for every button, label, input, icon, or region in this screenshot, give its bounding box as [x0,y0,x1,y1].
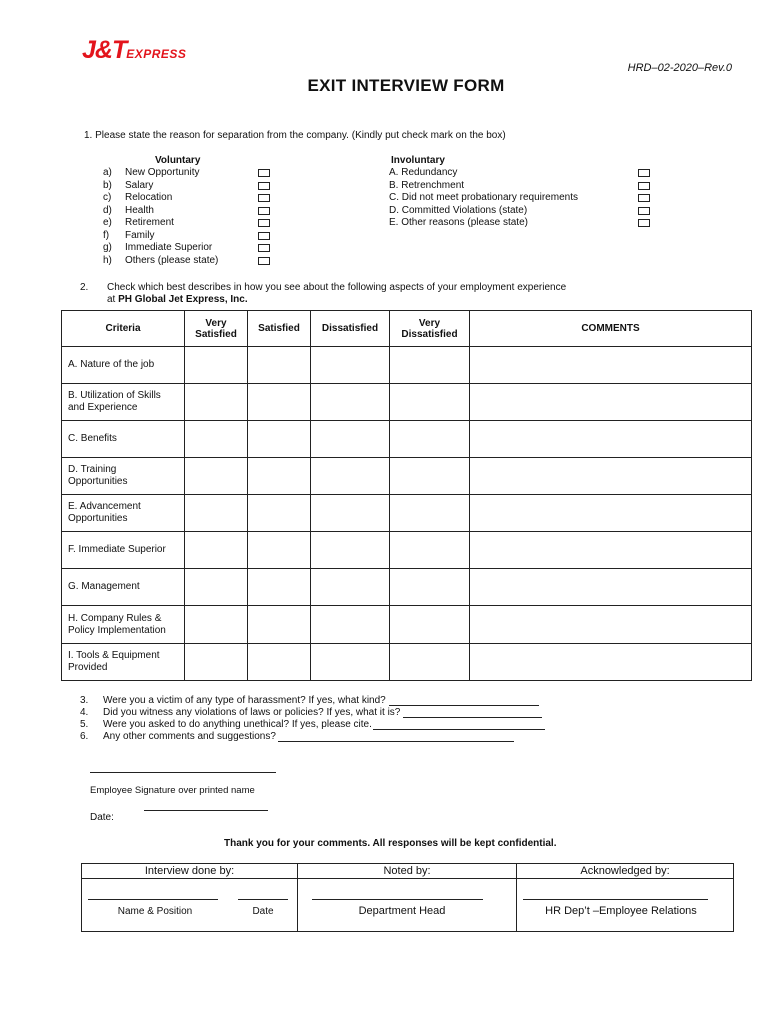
voluntary-marker: h) [103,254,112,266]
department-head-label: Department Head [358,905,446,917]
question-text: Were you a victim of any type of harassment? If yes, what kind? [103,695,386,706]
table-row [62,532,752,569]
interview-date-label: Date [252,906,274,917]
question-item [80,730,580,742]
involuntary-item [389,180,654,193]
voluntary-label: Relocation [125,192,173,203]
question-1-text: 1. Please state the reason for separation from the company. (Kindly put check mark on the box) [84,130,506,141]
header-very-satisfied-line1: Very [205,317,227,329]
rating-cell[interactable] [311,532,390,569]
voluntary-item [103,217,278,230]
rating-cell[interactable] [185,569,248,606]
voluntary-label: Salary [125,179,154,191]
question-item [80,718,580,730]
row-criteria: C. Benefits [62,421,185,458]
question-2-text: Check which best describes in how you see about the following aspects of your employment experience [107,282,567,293]
comment-cell[interactable] [470,606,752,644]
date-label: Date: [90,812,114,823]
interview-done-by-label: Interview done by: [82,864,298,879]
rating-cell[interactable] [311,421,390,458]
header-satisfied: Satisfied [248,311,311,347]
answer-line[interactable] [373,720,545,730]
document-reference: HRD–02-2020–Rev.0 [627,62,732,74]
rating-cell[interactable] [185,421,248,458]
checkbox-immediate-superior[interactable] [258,244,270,252]
comment-cell[interactable] [470,569,752,606]
employee-signature-line[interactable] [90,772,276,773]
rating-cell[interactable] [390,569,470,606]
voluntary-heading: Voluntary [155,155,201,166]
date-line[interactable] [144,810,268,811]
thank-you-note: Thank you for your comments. All responses will be kept confidential. [224,838,557,849]
comment-cell[interactable] [470,458,752,495]
header-very-satisfied [185,311,248,347]
checkbox-retirement[interactable] [258,219,270,227]
approval-signature-row [82,879,734,932]
row-criteria: I. Tools & Equipment Provided [62,644,185,681]
voluntary-item [103,192,278,205]
voluntary-label: Others (please state) [125,254,219,266]
voluntary-item [103,180,278,193]
question-2-at: at [107,294,119,305]
name-position-line[interactable] [88,899,218,900]
voluntary-list [103,167,278,267]
approval-table [81,863,734,932]
header-criteria: Criteria [62,311,185,347]
rating-cell[interactable] [311,347,390,384]
rating-cell[interactable] [390,644,470,681]
table-row [62,384,752,421]
checkbox-other-reasons[interactable] [638,219,650,227]
voluntary-marker: a) [103,167,112,178]
logo-sub-text: EXPRESS [126,47,187,61]
rating-cell[interactable] [390,421,470,458]
involuntary-label: A. Redundancy [389,167,458,178]
involuntary-item [389,205,654,218]
voluntary-label: Health [125,204,154,216]
row-criteria: H. Company Rules & Policy Implementation [62,606,185,644]
rating-cell[interactable] [185,458,248,495]
voluntary-marker: c) [103,192,112,203]
header-dissatisfied: Dissatisfied [311,311,390,347]
answer-line[interactable] [403,708,542,718]
noted-by-label: Noted by: [298,864,517,879]
comment-cell[interactable] [470,347,752,384]
checkbox-salary[interactable] [258,182,270,190]
involuntary-label: B. Retrenchment [389,179,465,191]
checkbox-health[interactable] [258,207,270,215]
involuntary-label: D. Committed Violations (state) [389,204,528,216]
name-position-label: Name & Position [117,906,193,917]
question-text: Any other comments and suggestions? [103,731,276,742]
satisfaction-table [61,310,752,681]
logo-main-text: J&T [82,36,127,64]
row-criteria: F. Immediate Superior [62,532,185,569]
rating-cell[interactable] [311,569,390,606]
voluntary-item [103,242,278,255]
table-row [62,495,752,532]
acknowledged-by-label: Acknowledged by: [517,864,734,879]
company-name: PH Global Jet Express, Inc. [118,294,248,305]
question-number: 6. [80,731,89,742]
row-criteria: E. Advancement Opportunities [62,495,185,532]
row-criteria: G. Management [62,569,185,606]
voluntary-label: Immediate Superior [125,242,213,253]
row-criteria: D. Training Opportunities [62,458,185,495]
approval-header-row [82,864,734,879]
table-row [62,644,752,681]
rating-cell[interactable] [390,347,470,384]
rating-cell[interactable] [248,384,311,421]
comment-cell[interactable] [470,495,752,532]
rating-cell[interactable] [185,644,248,681]
rating-cell[interactable] [248,606,311,644]
table-row [62,458,752,495]
comment-cell[interactable] [470,384,752,421]
table-row [62,569,752,606]
row-criteria: B. Utilization of Skills and Experience [62,384,185,421]
table-row [62,347,752,384]
question-2-number: 2. [80,282,89,293]
comment-cell[interactable] [470,532,752,569]
header-very-dissatisfied [390,311,470,347]
rating-cell[interactable] [185,532,248,569]
voluntary-marker: d) [103,204,112,216]
involuntary-label: C. Did not meet probationary requirements [389,192,578,203]
question-text: Were you asked to do anything unethical? If yes, please cite. [103,719,372,730]
checkbox-relocation[interactable] [258,194,270,202]
involuntary-item [389,167,654,180]
checkbox-family[interactable] [258,232,270,240]
question-number: 4. [80,707,89,718]
table-header-row [62,311,752,347]
involuntary-item [389,217,654,230]
hr-signature-line[interactable] [523,899,708,900]
department-head-signature-cell[interactable] [298,879,517,932]
header-comments: COMMENTS [470,311,752,347]
rating-cell[interactable] [248,644,311,681]
rating-cell[interactable] [185,384,248,421]
interview-date-line[interactable] [238,899,288,900]
answer-line[interactable] [278,732,514,742]
question-item [80,706,580,718]
row-criteria: A. Nature of the job [62,347,185,384]
rating-cell[interactable] [390,606,470,644]
checkbox-others[interactable] [258,257,270,265]
company-logo [82,36,186,65]
rating-cell[interactable] [390,532,470,569]
voluntary-item [103,230,278,243]
rating-cell[interactable] [311,384,390,421]
voluntary-item [103,255,278,268]
page-title: EXIT INTERVIEW FORM [307,76,505,95]
department-head-line[interactable] [312,899,483,900]
involuntary-list [389,167,654,230]
table-row [62,606,752,644]
rating-cell[interactable] [311,644,390,681]
voluntary-label: Retirement [125,217,174,228]
voluntary-label: Family [125,229,155,241]
checkbox-retrenchment[interactable] [638,182,650,190]
interviewer-signature-cell[interactable] [82,879,298,932]
rating-cell[interactable] [185,347,248,384]
rating-cell[interactable] [248,458,311,495]
hr-dept-label: HR Dep’t –Employee Relations [545,905,697,917]
rating-cell[interactable] [248,532,311,569]
voluntary-item [103,205,278,218]
rating-cell[interactable] [390,495,470,532]
comment-cell[interactable] [470,644,752,681]
employee-signature-label: Employee Signature over printed name [90,785,255,796]
rating-cell[interactable] [185,606,248,644]
question-number: 3. [80,695,89,706]
rating-cell[interactable] [311,495,390,532]
header-very-dissatisfied-line1: Very [418,317,441,329]
checkbox-violations[interactable] [638,207,650,215]
questions-list [80,694,580,742]
checkbox-probationary[interactable] [638,194,650,202]
rating-cell[interactable] [248,421,311,458]
comment-cell[interactable] [470,421,752,458]
voluntary-marker: g) [103,242,112,253]
rating-cell[interactable] [248,347,311,384]
voluntary-item [103,167,278,180]
voluntary-marker: f) [103,229,110,241]
question-2-company-line [107,294,248,305]
involuntary-label: E. Other reasons (please state) [389,217,528,228]
rating-cell[interactable] [248,569,311,606]
voluntary-marker: e) [103,217,112,228]
header-very-dissatisfied-line2: Dissatisfied [401,328,458,340]
table-row [62,421,752,458]
rating-cell[interactable] [390,384,470,421]
voluntary-label: New Opportunity [125,167,200,178]
checkbox-new-opportunity[interactable] [258,169,270,177]
hr-signature-cell[interactable] [517,879,734,932]
rating-cell[interactable] [390,458,470,495]
header-very-satisfied-line2: Satisfied [195,328,237,340]
rating-cell[interactable] [311,458,390,495]
involuntary-heading: Involuntary [391,155,445,166]
question-number: 5. [80,719,89,730]
answer-line[interactable] [389,696,539,706]
question-item [80,694,580,706]
voluntary-marker: b) [103,179,112,191]
checkbox-redundancy[interactable] [638,169,650,177]
rating-cell[interactable] [185,495,248,532]
rating-cell[interactable] [311,606,390,644]
involuntary-item [389,192,654,205]
question-text: Did you witness any violations of laws or policies? If yes, what it is? [103,707,401,718]
rating-cell[interactable] [248,495,311,532]
